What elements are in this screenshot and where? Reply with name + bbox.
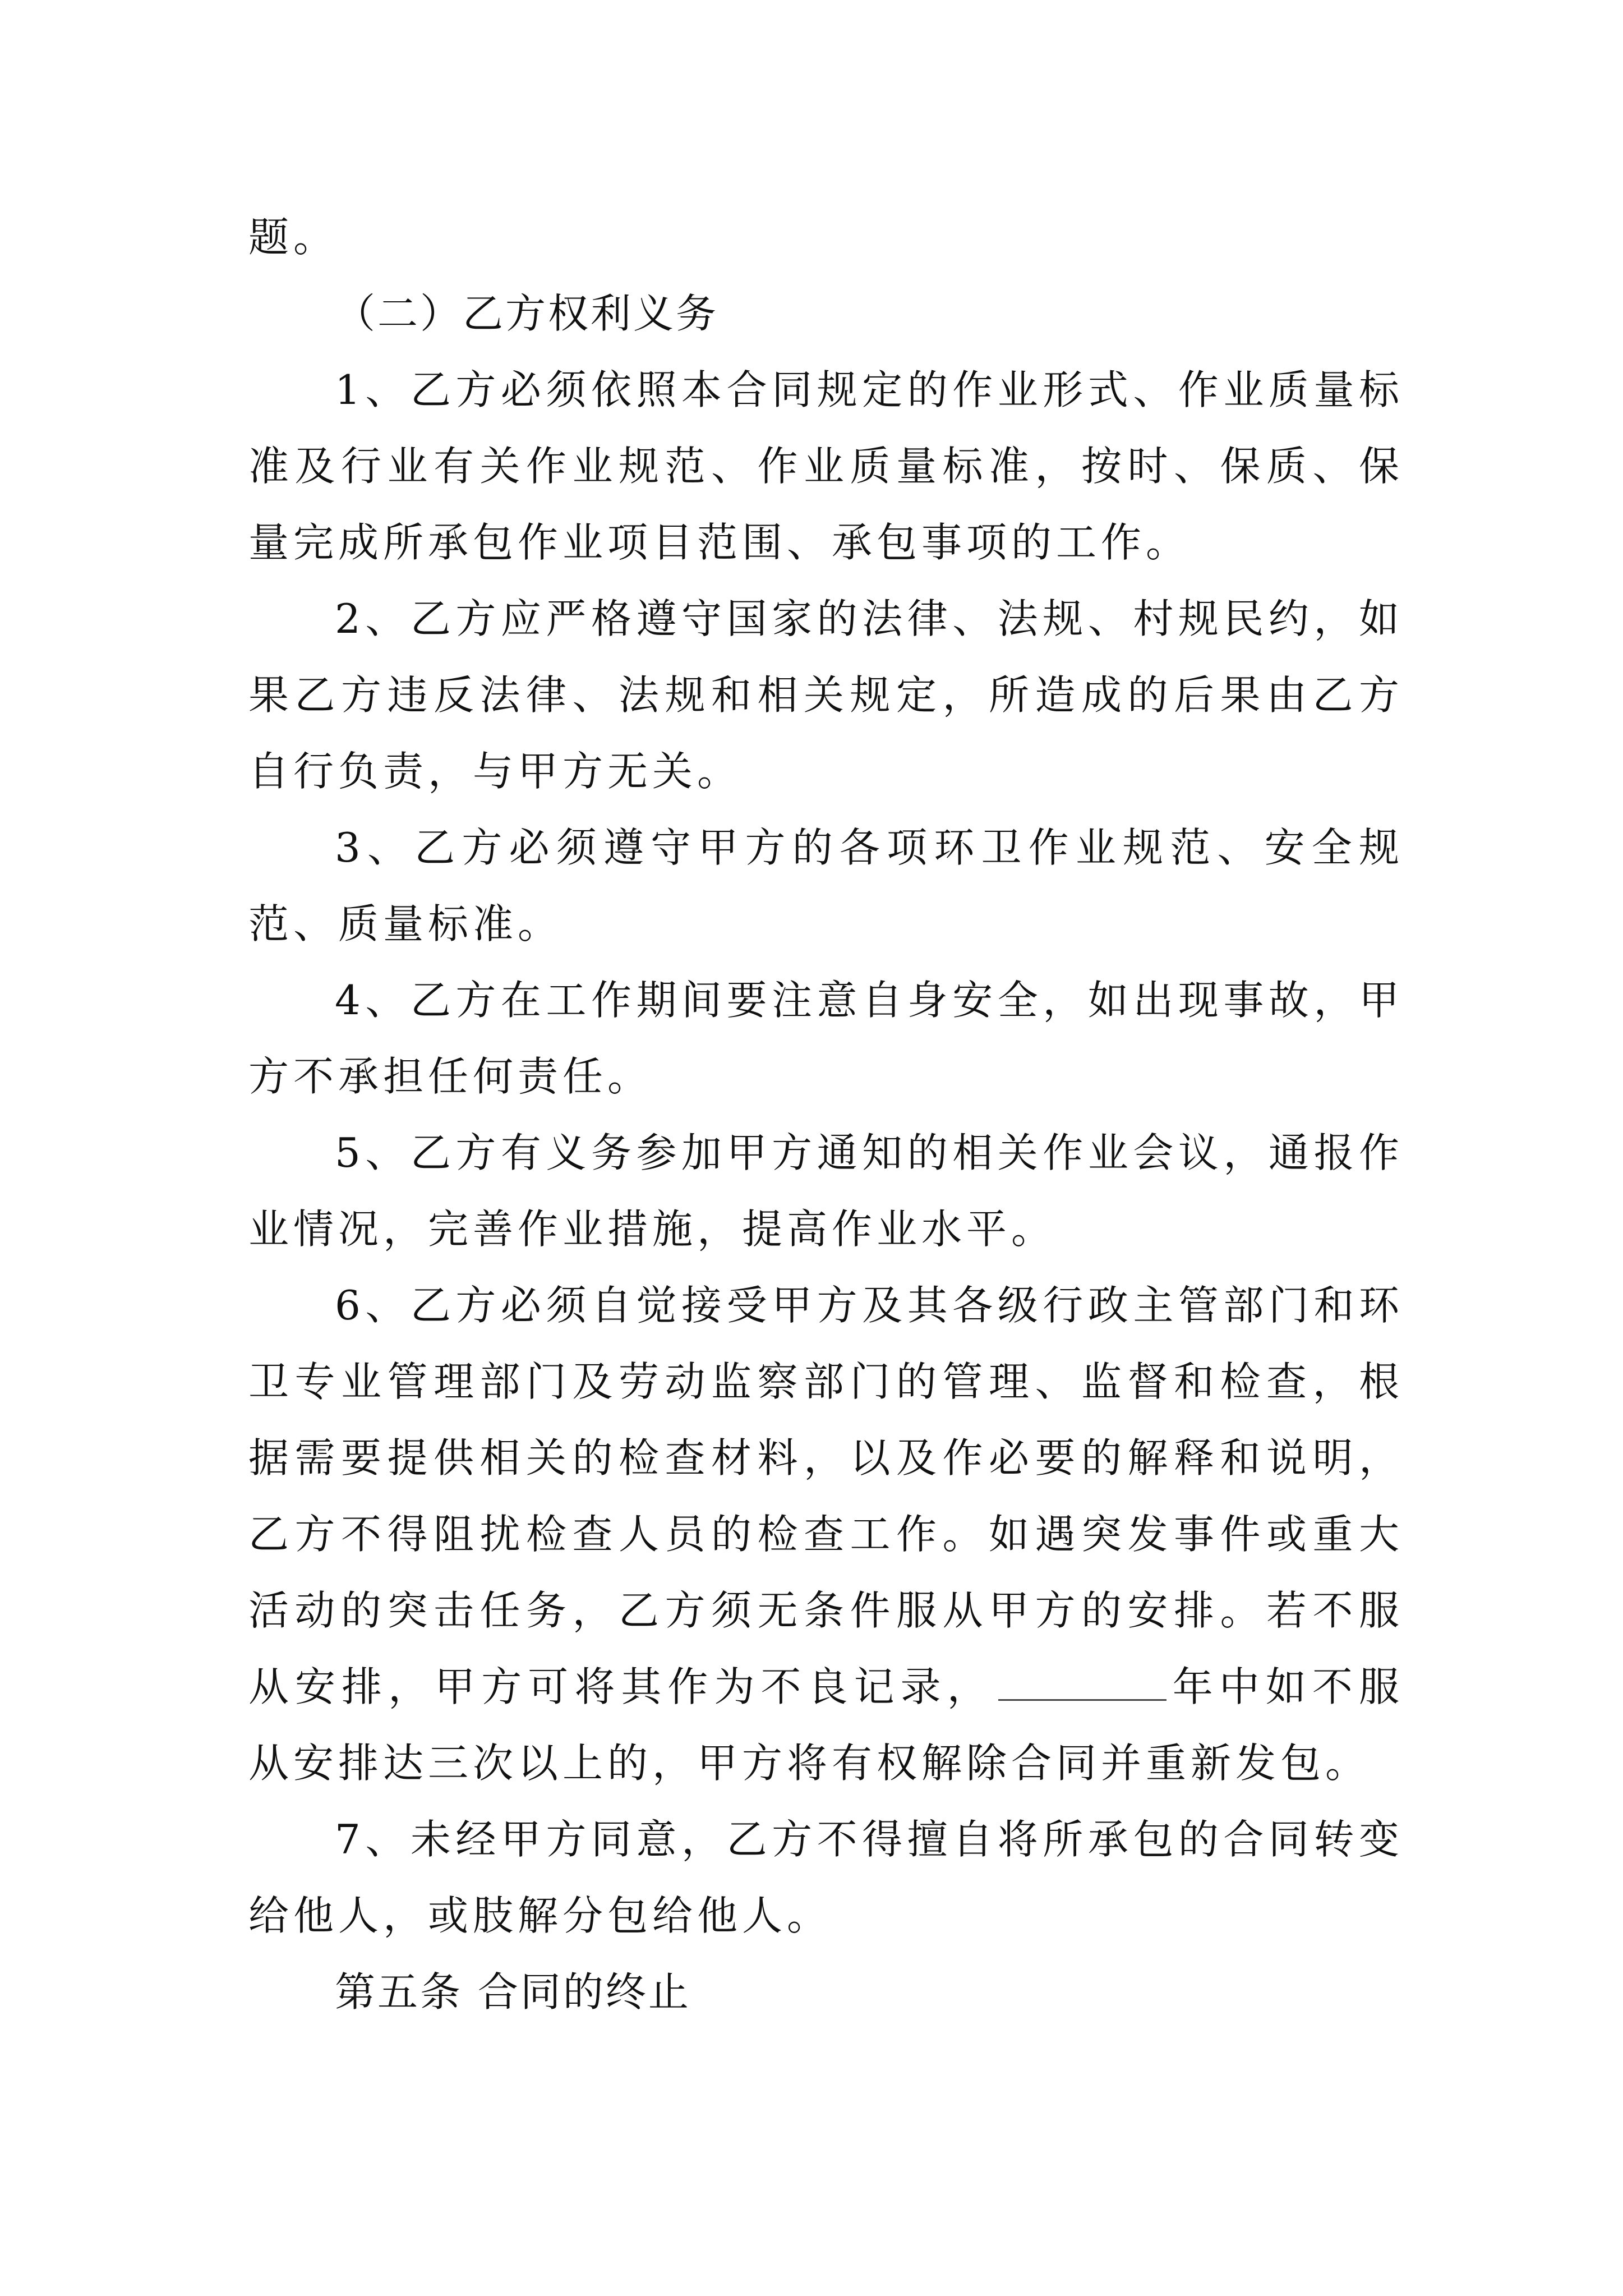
clause-2: 2、乙方应严格遵守国家的法律、法规、村规民约，如果乙方违反法律、法规和相关规定，所造成的后果由乙方自行负责，与甲方无关。 xyxy=(248,595,1404,795)
clause-7: 7、未经甲方同意，乙方不得擅自将所承包的合同转变给他人，或肢解分包给他人。 xyxy=(248,1816,1404,1939)
document-body xyxy=(248,199,1404,2030)
section-heading-party-b-rights: （二）乙方权利义务 xyxy=(335,290,719,337)
clause-3: 3、乙方必须遵守甲方的各项环卫作业规范、安全规范、质量标准。 xyxy=(248,824,1404,947)
clause-6-part-1: 6、乙方必须自觉接受甲方及其各级行政主管部门和环卫专业管理部门及劳动监察部门的管理、监督和检查，根据需要提供相关的检查材料，以及作必要的解释和说明，乙方不得阻扰检查人员的检查工作。如遇突发事件或重大活动的突击任务，乙方须无条件服从甲方的安排。若不服从安排，甲方可将其作为不良记录， xyxy=(248,1282,1404,1710)
paragraph-continuation: 题。 xyxy=(248,214,339,261)
clause-5: 5、乙方有义务参加甲方通知的相关作业会议，通报作业情况，完善作业措施，提高作业水平。 xyxy=(248,1129,1404,1253)
clause-4: 4、乙方在工作期间要注意自身安全，如出现事故，甲方不承担任何责任。 xyxy=(248,977,1404,1100)
fill-in-blank[interactable] xyxy=(998,1665,1166,1701)
clause-6-part-2: 年中如不服从安排达三次以上的，甲方将有权解除合同并重新发包。 xyxy=(248,1663,1404,1787)
article-5-heading: 第五条 合同的终止 xyxy=(335,1968,691,2016)
clause-6 xyxy=(248,1267,1404,1801)
clause-1: 1、乙方必须依照本合同规定的作业形式、作业质量标准及行业有关作业规范、作业质量标准，按时、保质、保量完成所承包作业项目范围、承包事项的工作。 xyxy=(248,366,1404,566)
